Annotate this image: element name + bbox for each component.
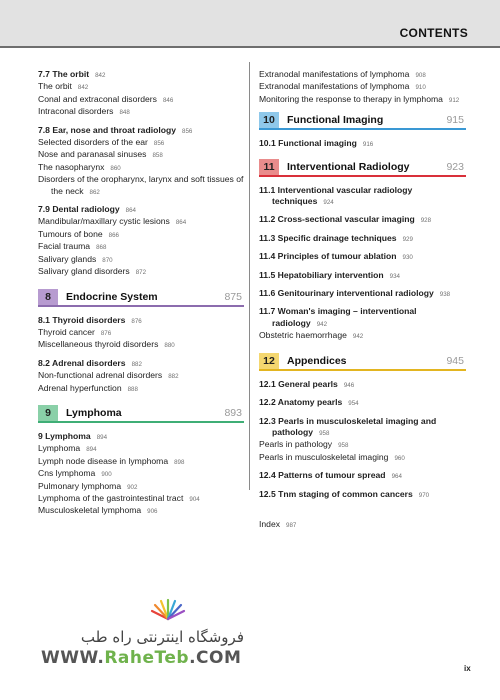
toc-entry[interactable] <box>38 315 244 327</box>
entry-title: The orbit <box>38 81 72 92</box>
entry-title: Conal and extraconal disorders <box>38 93 157 104</box>
entry-title: 8.2 Adrenal disorders <box>38 357 126 368</box>
toc-entry[interactable] <box>38 81 244 93</box>
toc-entry[interactable] <box>259 318 466 330</box>
entry-title: techniques <box>272 196 318 207</box>
toc-entry[interactable] <box>38 266 244 278</box>
entry-page: 954 <box>348 400 359 408</box>
entry-page: 894 <box>86 446 97 454</box>
entry-page: 946 <box>343 381 355 389</box>
toc-entry[interactable] <box>38 383 244 395</box>
entry-page: 960 <box>394 454 405 462</box>
entry-page: 908 <box>415 72 426 79</box>
entry-page: 929 <box>402 235 413 243</box>
entry-title: 11.2 Cross-sectional vascular imaging <box>259 214 415 225</box>
entry-page: 872 <box>135 269 147 277</box>
entry-title: 12.2 Anatomy pearls <box>259 397 343 408</box>
entry-page: 904 <box>189 495 200 503</box>
chapter-title: Functional Imaging <box>287 114 384 127</box>
toc-entry[interactable] <box>259 214 466 226</box>
chapter-number: 9 <box>38 405 58 421</box>
chapter-heading-12[interactable] <box>259 353 466 371</box>
toc-entry[interactable] <box>38 456 244 468</box>
entry-page: 888 <box>127 385 138 393</box>
store-name-persian: فروشگاه اینترنتی راه طب <box>80 628 244 646</box>
toc-entry[interactable] <box>259 397 466 409</box>
chapter-page: 875 <box>224 290 242 303</box>
entry-title: 8.1 Thyroid disorders <box>38 314 126 325</box>
entry-title: Facial trauma <box>38 241 91 252</box>
entry-title: Obstetric haemorrhage <box>259 330 347 341</box>
entry-page: 898 <box>174 458 185 466</box>
toc-list-chapter-10 <box>259 138 466 150</box>
toc-entry[interactable] <box>259 270 466 282</box>
entry-page: 842 <box>95 72 106 79</box>
toc-entry[interactable] <box>259 427 466 439</box>
toc-entry[interactable] <box>38 493 244 505</box>
entry-page: 924 <box>323 199 334 207</box>
entry-page: 870 <box>102 256 113 264</box>
chapter-heading-10[interactable] <box>259 112 466 130</box>
chapter-page: 945 <box>446 354 464 367</box>
toc-entry[interactable] <box>38 162 244 174</box>
entry-page: 860 <box>110 164 121 172</box>
toc-entry[interactable] <box>259 251 466 263</box>
entry-page: 856 <box>153 140 165 148</box>
entry-page: 938 <box>439 291 451 299</box>
entry-page: 864 <box>125 207 136 215</box>
entry-page: 964 <box>391 473 402 481</box>
entry-title: 11.7 Woman's imaging – interventional <box>259 306 417 317</box>
entry-title: Lymphoma of the gastrointestinal tract <box>38 492 184 503</box>
url-name: RaheTeb <box>104 648 190 668</box>
toc-entry[interactable] <box>259 416 466 427</box>
toc-entry[interactable] <box>38 241 244 253</box>
toc-entry[interactable] <box>259 288 466 300</box>
entry-title: Selected disorders of the ear <box>38 137 148 148</box>
entry-title: The nasopharynx <box>38 161 105 172</box>
chapter-heading-11[interactable] <box>259 159 466 177</box>
chapter-title: Appendices <box>287 354 347 367</box>
chapter-page: 893 <box>224 406 242 419</box>
entry-page: 846 <box>162 96 174 104</box>
entry-title: Pulmonary lymphoma <box>38 480 122 491</box>
entry-title: Cns lymphoma <box>38 468 96 479</box>
entry-title: the neck <box>51 185 84 196</box>
entry-page: 876 <box>131 317 142 325</box>
entry-page: 928 <box>420 217 432 225</box>
toc-entry[interactable] <box>38 370 244 382</box>
entry-title: 12.1 General pearls <box>259 378 338 389</box>
toc-entry[interactable] <box>38 505 244 517</box>
toc-entry[interactable] <box>38 358 244 370</box>
entry-title: Salivary glands <box>38 253 97 264</box>
entry-page: 876 <box>100 329 112 337</box>
toc-entry[interactable] <box>38 229 244 241</box>
toc-entry[interactable] <box>259 94 466 106</box>
entry-page: 848 <box>119 109 130 117</box>
entry-title: Extranodal manifestations of lymphoma <box>259 81 410 92</box>
entry-page: 882 <box>168 373 179 381</box>
chapter-heading-8[interactable] <box>38 289 244 307</box>
entry-title: 11.6 Genitourinary interventional radiology <box>259 288 434 299</box>
url-suffix: .COM <box>189 648 242 668</box>
entry-page: 856 <box>182 127 193 135</box>
entry-page: 987 <box>286 521 297 529</box>
entry-page: 866 <box>108 231 119 239</box>
page-title: CONTENTS <box>399 26 468 40</box>
entry-title: Index <box>259 518 281 529</box>
entry-title: Tumours of bone <box>38 228 103 239</box>
toc-entry[interactable] <box>259 439 466 451</box>
column-divider <box>249 62 250 490</box>
entry-page: 942 <box>316 320 328 328</box>
entry-page: 882 <box>131 360 142 368</box>
entry-title: Miscellaneous thyroid disorders <box>38 339 159 350</box>
toc-list-chapter-9 <box>38 431 244 518</box>
entry-title: Adrenal hyperfunction <box>38 382 122 393</box>
entry-page: 894 <box>96 433 108 441</box>
entry-title: Pearls in pathology <box>259 439 333 450</box>
toc-list-chapter-12 <box>259 379 466 501</box>
toc-entry[interactable] <box>38 216 244 228</box>
toc-list-chapter-8 <box>38 315 244 395</box>
entry-title: Thyroid cancer <box>38 326 95 337</box>
toc-entry[interactable] <box>38 94 244 106</box>
chapter-number: 10 <box>259 112 279 128</box>
chapter-title: Lymphoma <box>66 406 122 419</box>
entry-title: 7.9 Dental radiology <box>38 204 120 215</box>
entry-page: 930 <box>402 254 413 262</box>
entry-title: Lymphoma <box>38 443 81 454</box>
toc-entry[interactable] <box>38 327 244 339</box>
right-column <box>259 69 466 531</box>
toc-entry[interactable] <box>259 81 466 93</box>
toc-entry[interactable] <box>259 379 466 391</box>
toc-entry[interactable] <box>259 233 466 245</box>
toc-entry[interactable] <box>38 339 244 351</box>
chapter-page: 915 <box>446 114 464 127</box>
entry-title: 7.8 Ear, nose and throat radiology <box>38 124 177 135</box>
entry-page: 868 <box>96 244 107 252</box>
left-column <box>38 69 244 518</box>
entry-page: 916 <box>362 141 374 149</box>
entry-title: pathology <box>272 426 314 437</box>
chapter-number: 11 <box>259 159 279 175</box>
toc-entry[interactable] <box>259 452 466 464</box>
toc-entry[interactable] <box>38 186 244 198</box>
chapter-title: Endocrine System <box>66 290 158 303</box>
entry-title: radiology <box>272 317 311 328</box>
toc-list-section-7 <box>38 69 244 279</box>
entry-page: 862 <box>89 188 100 196</box>
entry-title: Non-functional adrenal disorders <box>38 370 163 381</box>
entry-title: Lymph node disease in lymphoma <box>38 455 169 466</box>
entry-page: 858 <box>152 152 163 160</box>
toc-entry[interactable] <box>38 149 244 161</box>
toc-entry[interactable] <box>38 69 244 81</box>
toc-entry-index[interactable] <box>259 519 466 531</box>
entry-title: 12.4 Patterns of tumour spread <box>259 470 386 481</box>
entry-title: 9 Lymphoma <box>38 430 91 441</box>
page-header-bar <box>0 0 500 48</box>
toc-entry[interactable] <box>38 106 244 118</box>
entry-title: Intraconal disorders <box>38 106 114 117</box>
entry-page: 900 <box>101 471 112 479</box>
entry-title: 11.5 Hepatobiliary intervention <box>259 269 384 280</box>
toc-entry[interactable] <box>38 137 244 149</box>
toc-entry[interactable] <box>259 470 466 482</box>
entry-title: Disorders of the oropharynx, larynx and soft tissues of <box>38 174 244 185</box>
toc-entry[interactable] <box>38 254 244 266</box>
chapter-number: 8 <box>38 289 58 305</box>
store-url[interactable] <box>41 648 241 668</box>
toc-entry[interactable] <box>259 138 466 150</box>
entry-page: 842 <box>77 84 89 92</box>
entry-title: Musculoskeletal lymphoma <box>38 505 142 516</box>
entry-title: 11.1 Interventional vascular radiology <box>259 184 413 195</box>
entry-page: 864 <box>175 219 187 227</box>
toc-entry[interactable] <box>38 481 244 493</box>
entry-title: Salivary gland disorders <box>38 266 130 277</box>
toc-entry[interactable] <box>38 443 244 455</box>
entry-page: 910 <box>415 84 426 92</box>
url-prefix: WWW. <box>41 648 105 668</box>
toc-entry[interactable] <box>259 196 466 208</box>
entry-title: 12.3 Pearls in musculoskeletal imaging and <box>259 415 437 426</box>
entry-title: 10.1 Functional imaging <box>259 138 357 149</box>
toc-entry[interactable] <box>38 431 244 443</box>
chapter-page: 923 <box>446 160 464 173</box>
entry-title: Monitoring the response to therapy in lymphoma <box>259 93 443 104</box>
entry-page: 880 <box>164 342 175 350</box>
entry-page: 958 <box>319 429 330 437</box>
entry-title: Pearls in musculoskeletal imaging <box>259 451 389 462</box>
chapter-title: Interventional Radiology <box>287 160 410 173</box>
toc-entry[interactable] <box>38 174 244 185</box>
entry-page: 958 <box>338 442 349 450</box>
toc-entry[interactable] <box>259 330 466 342</box>
entry-page: 906 <box>147 508 158 516</box>
chapter-number: 12 <box>259 353 279 369</box>
entry-page: 970 <box>418 491 430 499</box>
entry-title: Mandibular/maxillary cystic lesions <box>38 216 170 227</box>
book-fan-logo-icon <box>144 597 192 621</box>
entry-title: 11.4 Principles of tumour ablation <box>259 251 397 262</box>
entry-title: 12.5 Tnm staging of common cancers <box>259 488 413 499</box>
toc-entry[interactable] <box>259 306 466 317</box>
entry-title: 7.7 The orbit <box>38 69 90 79</box>
chapter-heading-9[interactable] <box>38 405 244 423</box>
entry-title: Extranodal manifestations of lymphoma <box>259 69 410 79</box>
toc-entry[interactable] <box>259 69 466 81</box>
entry-page: 942 <box>352 333 364 341</box>
entry-page: 902 <box>127 483 138 491</box>
entry-title: 11.3 Specific drainage techniques <box>259 232 397 243</box>
toc-entry[interactable] <box>38 468 244 480</box>
toc-entry[interactable] <box>259 185 466 196</box>
toc-entry[interactable] <box>38 125 244 137</box>
page-number: ix <box>464 664 471 673</box>
toc-list-lymphoma-cont <box>259 69 466 106</box>
entry-page: 934 <box>389 272 400 280</box>
toc-entry[interactable] <box>38 204 244 216</box>
entry-page: 912 <box>448 96 460 104</box>
toc-entry[interactable] <box>259 489 466 501</box>
toc-list-chapter-11 <box>259 185 466 343</box>
entry-title: Nose and paranasal sinuses <box>38 149 147 160</box>
